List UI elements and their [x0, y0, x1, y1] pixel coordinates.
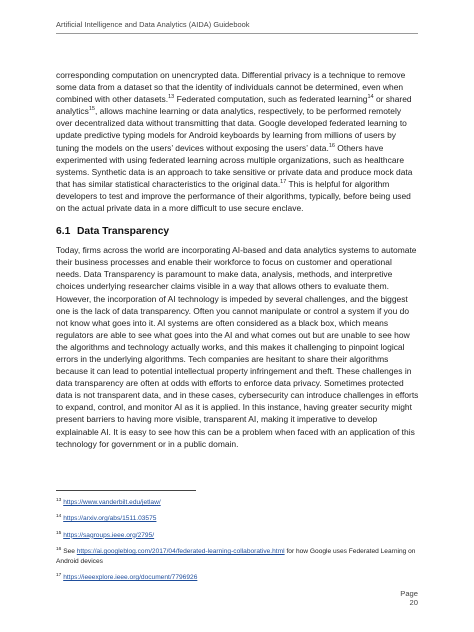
text-run: corresponding computation on unencrypted data. Differential privacy is a technique to remove some data from a dataset so that the identity of individuals cannot be determined, even when combined with other datasets. [56, 70, 406, 105]
footnote-ref-15[interactable]: 15 [88, 106, 95, 113]
text-run: Federated computation, such as federated learning [174, 94, 368, 105]
footnote-number: 13 [56, 497, 62, 503]
text-run: or shared analytics [56, 94, 412, 117]
header-divider [56, 33, 418, 34]
footnote-link[interactable]: https://ai.googleblog.com/2017/04/federated-learning-collaborative.html [76, 547, 285, 555]
paragraph-data-transparency: Today, firms across the world are incorporating AI-based and data analytics systems to automate their business processes and enable their workforce to focus on customer and operational needs. Data Transparency is paramount to make data, analysis, methods, and interpretive choices underlying researcher claims visible in a way that allows others to evaluate them. However, the incorporation of AI technology is impeded by several challenges, and the biggest one is the lack of data transparency. Often you cannot manipulate or control a system if you do not know what goes into it. AI systems are often considered as a black box, which means regulators are able to see what goes into the AI and what comes out but are unable to see how the algorithms and technology actually works, and this makes it challenging to pinpoint logical errors in the underlying algorithms. Tech companies are hesitant to share their algorithms because it can lead to potential intellectual property infringement and theft. These challenges in data transparency are often at odds with efforts to enforce data privacy. Sometimes protected data is not transparent data, and in these cases, cybersecurity can introduce challenges in efforts to expand, control, and monitor AI as it is applied. In this instance, having greater security might present barriers to having more visible, transparent AI, making it imperative to develop explainable AI. It is easy to see how this can be a problem when faced with an application of this technology for government or in a public domain. [56, 245, 419, 449]
footnote-ref-17[interactable]: 17 [280, 179, 287, 186]
footnotes [56, 498, 426, 590]
text-run: Others have experimented with using federated learning across multiple organizations, such as healthcare systems. Synthetic data is an approach to take sensitive or private data and produce mock data that has similar statistical characteristics to the original data. [56, 142, 413, 189]
paragraph-privacy [56, 69, 419, 214]
footnote-link[interactable]: https://ieeexplore.ieee.org/document/7796926 [63, 574, 198, 582]
footnote-17 [56, 573, 426, 583]
footnote-separator [56, 490, 196, 491]
footnote-number: 16 [56, 546, 62, 552]
footnote-link[interactable]: https://sagroups.ieee.org/2795/ [63, 531, 155, 539]
footnote-link[interactable]: https://arxiv.org/abs/1511.03575 [63, 515, 157, 523]
section-title: Data Transparency [77, 226, 170, 238]
footnote-ref-14[interactable]: 14 [367, 94, 374, 101]
footnote-ref-13[interactable]: 13 [168, 94, 175, 101]
footnote-16 [56, 547, 426, 568]
footnote-number: 14 [56, 514, 62, 520]
footnote-link[interactable]: https://www.vanderbilt.edu/jetlaw/ [63, 499, 161, 506]
footnote-13 [56, 498, 426, 508]
footnote-text: See [63, 547, 77, 555]
text-run: , allows machine learning or data analytics, respectively, to be performed remotely over decentralized data without transmitting that data. Google developed federated learning to update predictive typing models for Android keyboards by learning from millions of users by tuning the models on the users’ devices without exposing the users’ data. [56, 106, 407, 153]
footnote-15 [56, 531, 426, 541]
text-run: This is helpful for algorithm developers to test and improve the performance of their algorithms, typically, before being used on the actual private data in a more difficult to use secure enclave. [56, 178, 411, 214]
footnote-number: 15 [56, 530, 62, 536]
footnote-text: for how Google uses Federated Learning on Android devices [56, 547, 416, 566]
running-header: Artificial Intelligence and Data Analytics (AIDA) Guidebook [56, 20, 250, 29]
document-body [56, 69, 419, 450]
footnote-ref-16[interactable]: 16 [328, 142, 335, 149]
footnote-number: 17 [56, 573, 62, 579]
page-number: Page 20 [400, 589, 418, 607]
section-number: 6.1 [56, 226, 71, 238]
footnote-14 [56, 514, 426, 524]
section-heading [56, 225, 419, 238]
